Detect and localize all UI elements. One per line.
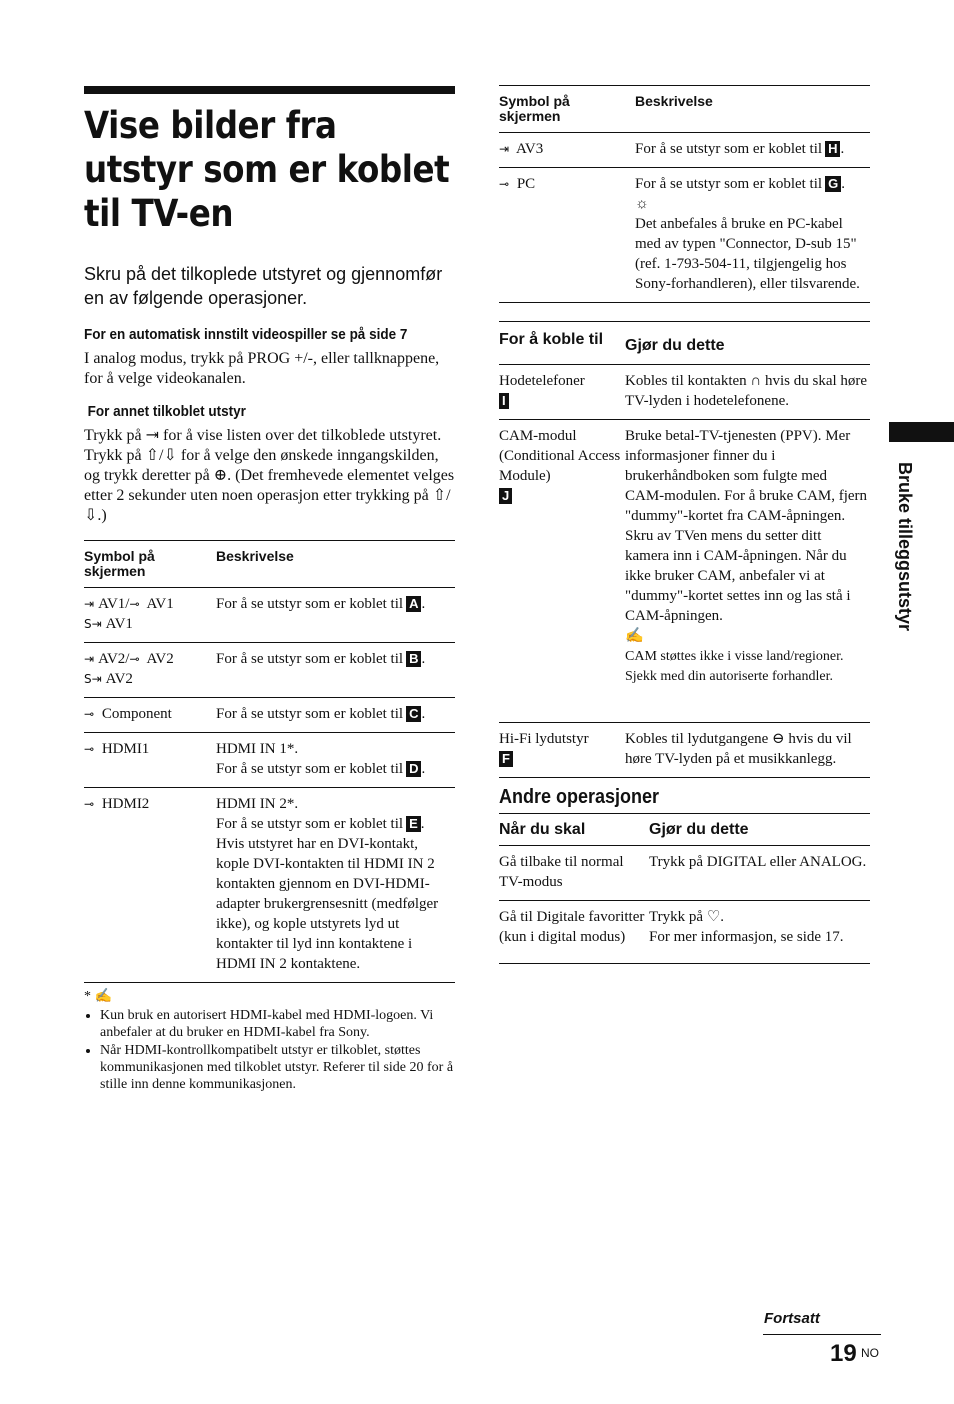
table-row: ⇥ AV3 For å se utstyr som er koblet til H .	[499, 133, 870, 168]
input-icon: ⇥	[84, 652, 95, 666]
table-row: ⊸ HDMI1 HDMI IN 1*. For å se utstyr som er koblet til D .	[84, 733, 455, 788]
component-icon: ⊸	[129, 597, 140, 611]
auto-vcr-heading: For en automatisk innstilt videospiller se på side 7	[84, 326, 408, 343]
badge-j: J	[499, 488, 512, 504]
note-pencil-icon: ✍	[94, 989, 112, 1004]
title-rule	[84, 86, 455, 94]
table-row: Gå tilbake til normal TV-modus Trykk på DIGITAL eller ANALOG.	[499, 846, 870, 901]
connection-table	[499, 321, 870, 778]
component-icon: ⊸	[84, 707, 95, 721]
badge-g: G	[825, 176, 841, 192]
table-row: ⇥ AV1/⊸ AV1 S⇥ AV1 For å se utstyr som er koblet til A .	[84, 588, 455, 643]
table-row: Gå til Digitale favoritter (kun i digital modus) Trykk på ♡. For mer informasjon, se side 17.	[499, 901, 870, 964]
table-row: Hi-Fi lydutstyr F Kobles til lydutgangene ⊖ hvis du vil høre TV-lyden på et musikkanlegg.	[499, 723, 870, 778]
footnotes: * ✍ • Kun bruk en autorisert HDMI-kabel med HDMI-logoen. Vi anbefaler at du bruker en HDMI-kabel fra Sony. • Når HDMI-kontrollkompatibelt utstyr er tilkoblet, støttes kommunikasjonen med tilkoblet utstyr. Referer til side 20 for å stille inn denne kommunikasjonen.	[84, 989, 455, 1093]
page-title: Vise bilder fra utstyr som er koblet til TV-en	[84, 104, 450, 235]
side-tab-label: Bruke tilleggsutstyr	[895, 462, 915, 632]
badge-i: I	[499, 393, 509, 409]
badge-f: F	[499, 751, 513, 767]
right-column	[499, 85, 870, 964]
input-icon: ⇥	[84, 597, 95, 611]
left-column	[84, 86, 455, 1094]
continued-label: Fortsatt	[764, 1310, 820, 1327]
page-number: 19	[830, 1340, 857, 1367]
list-item: • Kun bruk en autorisert HDMI-kabel med HDMI-logoen. Vi anbefaler at du bruker en HDMI-kabel fra Sony.	[100, 1007, 455, 1041]
auto-vcr-text: I analog modus, trykk på PROG +/-, eller tallknappene, for å velge videokanalen.	[84, 350, 440, 387]
badge-c: C	[406, 706, 421, 722]
footer-rule	[763, 1334, 881, 1335]
component-icon: ⊸	[129, 652, 140, 666]
s-video-icon: S⇥	[84, 617, 102, 631]
col-header-symbol: Symbol på skjermen	[84, 548, 155, 579]
list-item: • Når HDMI-kontrollkompatibelt utstyr er tilkoblet, støttes kommunikasjonen med tilkoblet utstyr. Referer til side 20 for å stille inn denne kommunikasjonen.	[100, 1042, 455, 1093]
lead-text: Skru på det tilkoplede utstyret og gjennomfør en av følgende operasjoner.	[84, 264, 443, 308]
col-header-symbol: Symbol på skjermen	[499, 93, 570, 124]
col-header-connect: For å koble til	[499, 331, 604, 348]
table-row: Hodetelefoner I Kobles til kontakten ∩ hvis du skal høre TV-lyden i hodetelefonene.	[499, 365, 870, 420]
other-equipment-text: Trykk på ⇥ for å vise listen over det tilkoblede utstyret. Trykk på ⇧/⇩ for å velge den ønskede inngangskilden, og trykk deretter på ⊕. (Det fremhevede elementet velges etter 2 sekunder uten noen operasjon etter trykking på ⇧/⇩.)	[84, 427, 455, 524]
other-operations-table	[499, 813, 870, 964]
col-header-do: Gjør du dette	[649, 821, 749, 838]
col-header-description: Beskrivelse	[216, 548, 294, 564]
col-header-action: Gjør du dette	[625, 337, 725, 354]
s-video-icon: S⇥	[84, 672, 102, 686]
table-row: ⊸ PC For å se utstyr som er koblet til G . ☼ Det anbefales å bruke en PC-kabel med av typen "Connector, D-sub 15" (ref. 1-793-504-11, tilgjengelig hos Sony-forhandleren), eller tilsvarende.	[499, 168, 870, 303]
hdmi-icon: ⊸	[84, 742, 95, 756]
input-icon: ⇥	[499, 142, 510, 156]
tip-icon: ☼	[635, 196, 649, 212]
input-symbol-table-2	[499, 85, 870, 303]
badge-h: H	[825, 141, 840, 157]
other-equipment-heading: For annet tilkoblet utstyr	[87, 403, 246, 420]
table-row: ⇥ AV2/⊸ AV2 S⇥ AV2 For å se utstyr som er koblet til B .	[84, 643, 455, 698]
badge-a: A	[406, 596, 421, 612]
other-operations-heading: Andre operasjoner	[499, 786, 660, 808]
note-pencil-icon: ✍	[625, 628, 644, 644]
hdmi-icon: ⊸	[84, 797, 95, 811]
badge-d: D	[406, 761, 421, 777]
col-header-when: Når du skal	[499, 821, 586, 838]
side-tab-marker	[889, 422, 954, 442]
badge-e: E	[406, 816, 421, 832]
table-row: ⊸ Component For å se utstyr som er koblet til C .	[84, 698, 455, 733]
table-row: ⊸ HDMI2 HDMI IN 2*. For å se utstyr som er koblet til E . Hvis utstyret har en DVI-kontakt, kople DVI-kontakten til HDMI IN 2 kontakten gjennom en DVI-HDMI-adapter brukergrensesnitt (medfølger ikke), og kople utstyrets lyd ut kontakter til lyd inn kontaktene i HDMI IN 2 kontaktene.	[84, 788, 455, 983]
input-symbol-table	[84, 540, 455, 983]
table-row: CAM-modul (Conditional Access Module) J Bruke betal-TV-tjenesten (PPV). Mer informasjoner finner du i brukerhåndboken som fulgte med CAM-modulen. For å bruke CAM, fjern "dummy"-kortet fra CAM-åpningen. Skru av TVen mens du setter ditt kamera inn i CAM-åpningen. Når du ikke bruker CAM, anbefaler vi at "dummy"-kortet settes inn og las stå i CAM-åpningen. ✍ CAM støttes ikke i visse land/regioner. Sjekk med din autoriserte forhandler.	[499, 420, 870, 723]
pc-icon: ⊸	[499, 177, 510, 191]
badge-b: B	[406, 651, 421, 667]
page-language: NO	[861, 1346, 879, 1360]
col-header-description: Beskrivelse	[635, 93, 713, 109]
